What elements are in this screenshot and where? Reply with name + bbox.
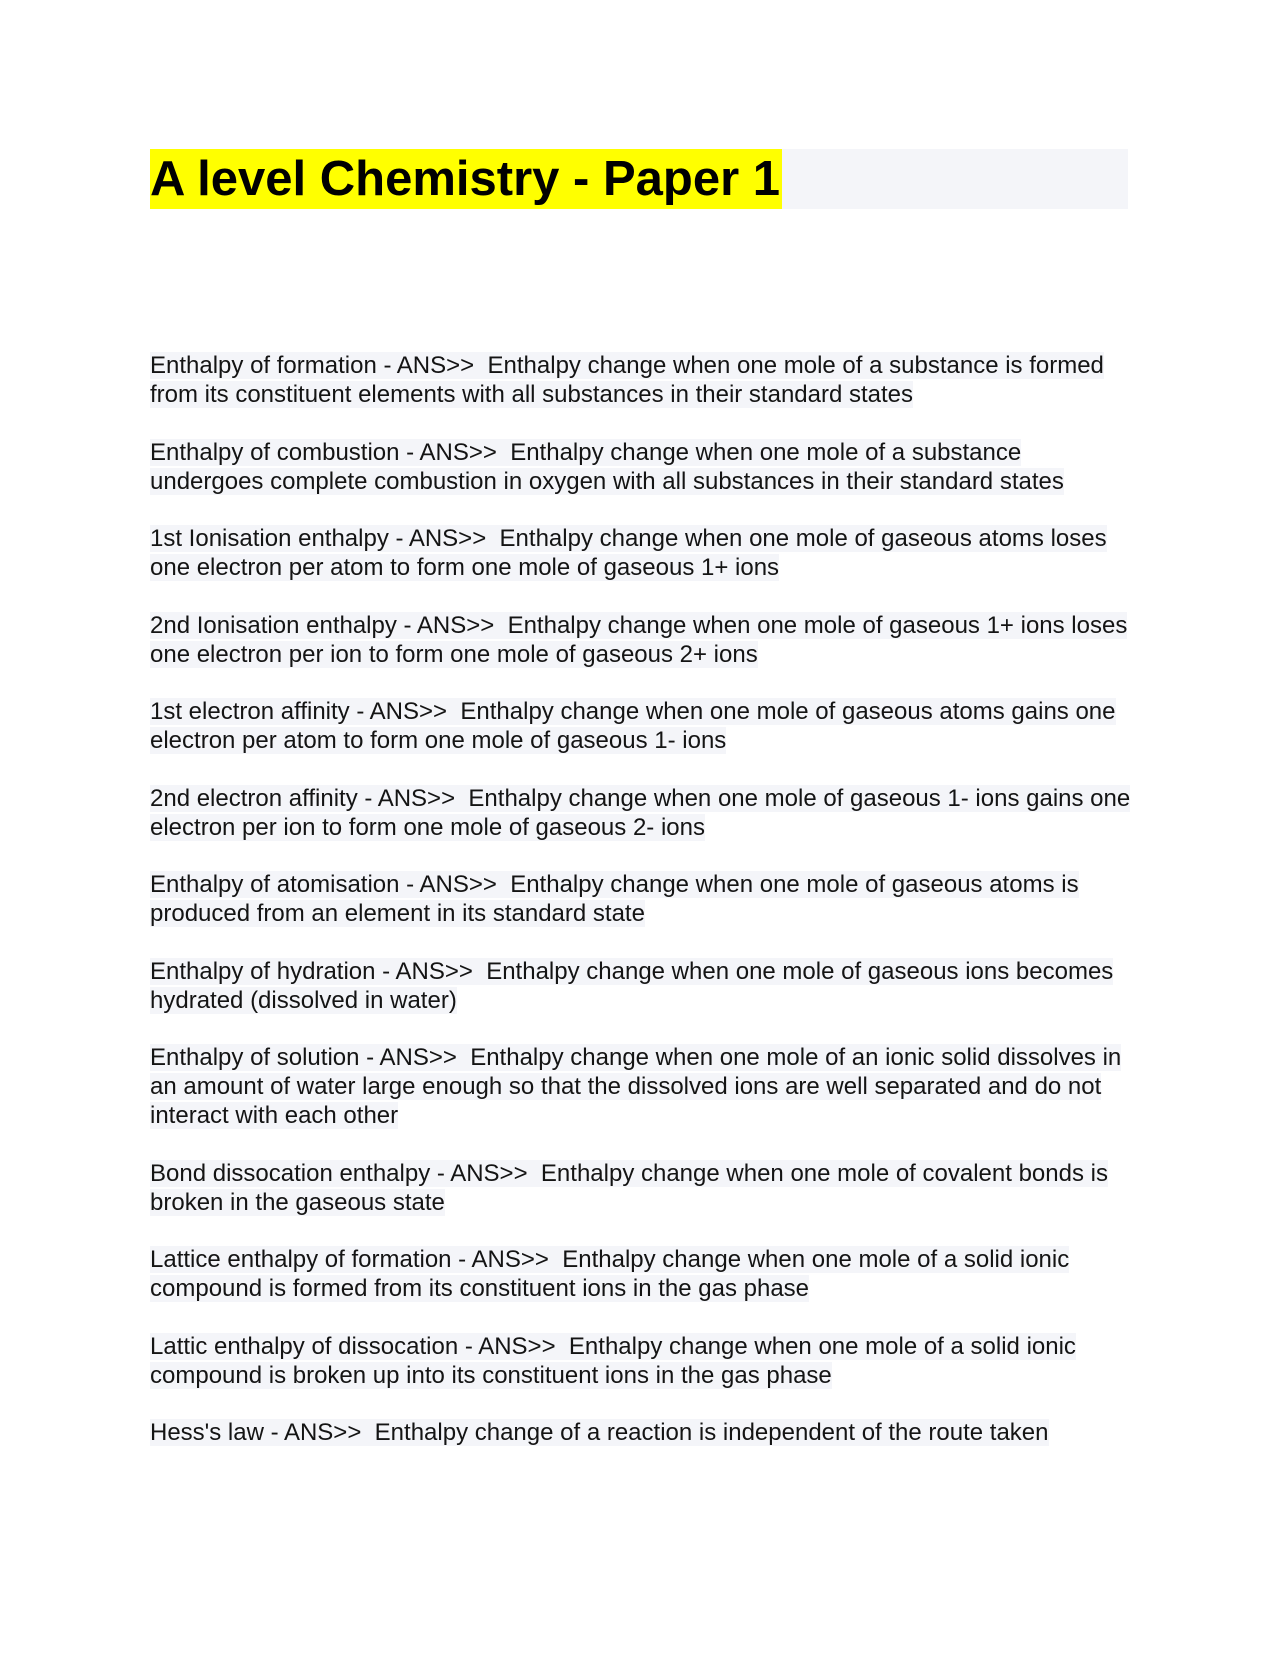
- entry-highlight: [150, 1419, 1049, 1446]
- entry-definition: Enthalpy change when one mole of an ionic solid dissolves in an amount of water large enough so that the dissolved ions are well separated and do not interact with each other: [150, 1044, 1122, 1129]
- entry-highlight: [150, 698, 1116, 754]
- entry-term: Lattic enthalpy of dissocation: [150, 1332, 459, 1360]
- answer-marker: - ANS>>: [375, 957, 487, 985]
- entry-term: 2nd electron affinity: [150, 784, 358, 812]
- entry-term: Enthalpy of combustion: [150, 438, 400, 466]
- definition-entry: [150, 1159, 1140, 1217]
- entry-definition: Enthalpy change when one mole of a substance undergoes complete combustion in oxygen with all substances in their standard states: [150, 438, 1064, 495]
- entry-highlight: [150, 525, 1107, 581]
- entry-definition: Enthalpy change when one mole of a solid ionic compound is broken up into its constituent ions in the gas phase: [150, 1332, 1076, 1389]
- answer-marker: - ANS>>: [451, 1246, 563, 1273]
- entry-definition: Enthalpy change when one mole of gaseous atoms is produced from an element in its standard state: [150, 871, 1079, 927]
- answer-marker: - ANS>>: [399, 871, 511, 898]
- entry-term: Enthalpy of atomisation: [150, 871, 400, 898]
- definition-entry: [150, 784, 1140, 842]
- entry-highlight: [150, 439, 1064, 495]
- definition-entry: [150, 524, 1140, 582]
- entry-highlight: [150, 1246, 1069, 1302]
- answer-marker: - ANS>>: [458, 1332, 569, 1360]
- entry-term: 1st Ionisation enthalpy: [150, 525, 389, 552]
- definition-entry: [150, 870, 1140, 928]
- answer-marker: - ANS>>: [399, 438, 511, 466]
- page-title: A level Chemistry - Paper 1: [150, 149, 782, 209]
- answer-marker: - ANS>>: [359, 1044, 471, 1071]
- entry-term: 1st electron affinity: [150, 698, 350, 725]
- title-bar: [150, 149, 1128, 209]
- entry-definition: Enthalpy change when one mole of gaseous ions becomes hydrated (dissolved in water): [150, 957, 1114, 1014]
- entry-term: Bond dissocation enthalpy: [150, 1159, 431, 1187]
- answer-marker: - ANS>>: [263, 1419, 375, 1446]
- definition-entry: [150, 697, 1140, 755]
- entry-definition: Enthalpy change when one mole of gaseous atoms gains one electron per atom to form one mole of gaseous 1- ions: [150, 698, 1116, 754]
- entry-highlight: [150, 958, 1113, 1014]
- entry-highlight: [150, 1160, 1108, 1216]
- answer-marker: - ANS>>: [388, 525, 500, 552]
- answer-marker: - ANS>>: [430, 1159, 541, 1187]
- entry-highlight: [150, 612, 1127, 668]
- entry-definition: Enthalpy change when one mole of covalent bonds is broken in the gaseous state: [150, 1159, 1108, 1216]
- definition-entry: [150, 1332, 1140, 1390]
- definition-entry: [150, 1245, 1140, 1303]
- entry-definition: Enthalpy change when one mole of gaseous 1- ions gains one electron per ion to form one mole of gaseous 2- ions: [150, 784, 1131, 841]
- definition-list: [150, 351, 1140, 1447]
- entry-term: Enthalpy of solution: [150, 1044, 360, 1071]
- entry-definition: Enthalpy change when one mole of gaseous atoms loses one electron per atom to form one mole of gaseous 1+ ions: [150, 525, 1107, 581]
- definition-entry: [150, 438, 1140, 496]
- entry-definition: Enthalpy change of a reaction is independent of the route taken: [374, 1419, 1049, 1446]
- entry-definition: Enthalpy change when one mole of gaseous 1+ ions loses one electron per ion to form one mole of gaseous 2+ ions: [150, 611, 1128, 668]
- entry-term: Enthalpy of formation: [150, 352, 377, 379]
- definition-entry: [150, 1043, 1140, 1130]
- answer-marker: - ANS>>: [357, 784, 469, 812]
- entry-term: 2nd Ionisation enthalpy: [150, 611, 397, 639]
- entry-highlight: [150, 785, 1130, 841]
- entry-definition: Enthalpy change when one mole of a solid ionic compound is formed from its constituent ions in the gas phase: [150, 1246, 1070, 1302]
- entry-highlight: [150, 1333, 1076, 1389]
- entry-term: Hess's law: [150, 1419, 264, 1446]
- answer-marker: - ANS>>: [376, 352, 488, 379]
- entry-term: Enthalpy of hydration: [150, 957, 376, 985]
- definition-entry: [150, 351, 1140, 409]
- answer-marker: - ANS>>: [396, 611, 508, 639]
- definition-entry: [150, 611, 1140, 669]
- entry-term: Lattice enthalpy of formation: [150, 1246, 452, 1273]
- entry-definition: Enthalpy change when one mole of a substance is formed from its constituent elements with all substances in their standard states: [150, 352, 1104, 408]
- entry-highlight: [150, 352, 1104, 408]
- definition-entry: [150, 1418, 1140, 1447]
- entry-highlight: [150, 871, 1079, 927]
- definition-entry: [150, 957, 1140, 1015]
- answer-marker: - ANS>>: [349, 698, 461, 725]
- entry-highlight: [150, 1044, 1121, 1129]
